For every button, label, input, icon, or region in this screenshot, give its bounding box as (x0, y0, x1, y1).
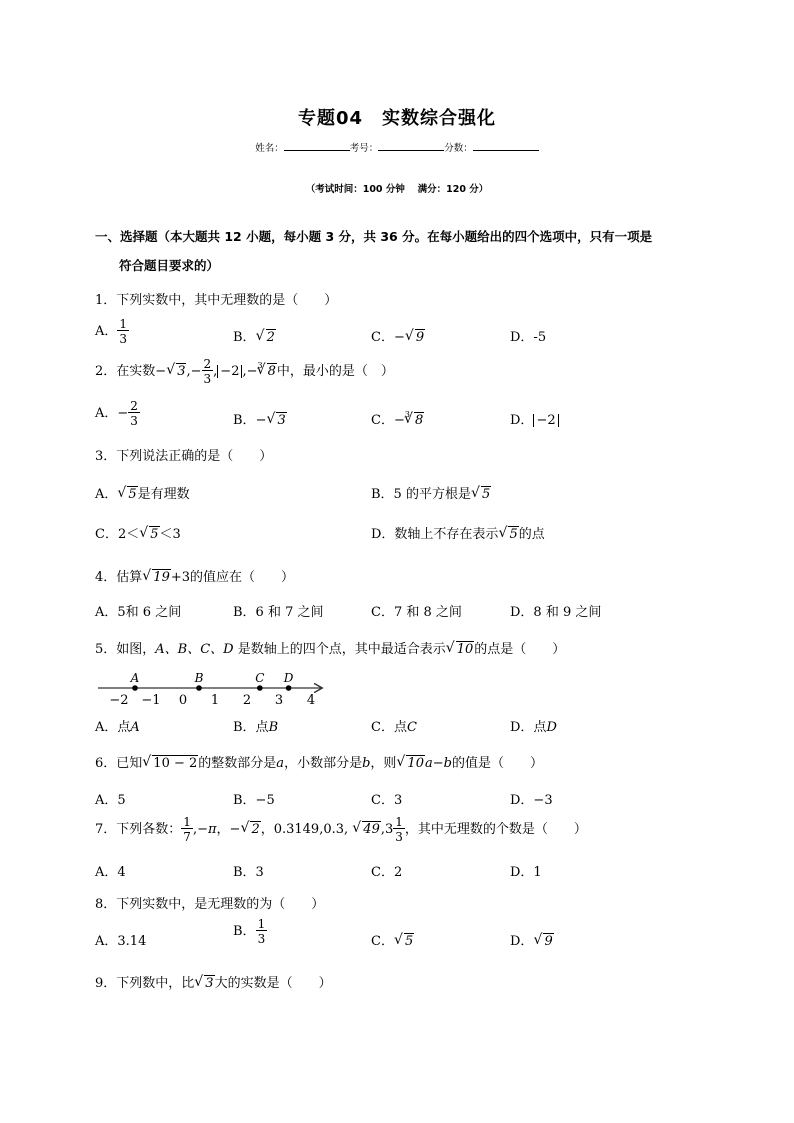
option-label: A． (95, 487, 118, 502)
fraction: $\frac{1}{7}$ (183, 815, 191, 844)
question-4: 4．估算√ 19+3的值应在（ ） (95, 566, 294, 585)
q8-option-b[interactable] (233, 918, 267, 945)
q2-option-a[interactable]: A．− $\frac{2}{3}$ (95, 399, 138, 428)
sqrt: √ 5 (395, 934, 414, 949)
exam-info: （考试时间：100 分钟 满分：120 分） (305, 184, 489, 195)
q3-option-d[interactable] (371, 523, 545, 542)
question-1 (95, 289, 337, 308)
question-stem: ，则 (370, 756, 397, 771)
option-label: A．点 (95, 720, 131, 735)
point-names: A、B、C、D (155, 642, 234, 657)
sqrt: √ 3 (195, 976, 214, 991)
q1-option-c[interactable]: C．−√ 9 (371, 326, 425, 345)
question-number: 8． (95, 897, 117, 912)
question-stem: 的值是（ ） (451, 756, 543, 771)
number-line-tick-label: −2 (109, 693, 129, 708)
option-value: A (130, 720, 140, 735)
option-text: 的点 (518, 527, 545, 542)
section-heading-line1: 一、选择题（本大题共 12 小题，每小题 3 分，共 36 分。在每小题给出的四个选项中，只有一项是 (95, 229, 653, 244)
sqrt: √ 5 (472, 487, 491, 502)
score-blank[interactable] (473, 141, 539, 151)
cube-root: √ 8 (405, 413, 424, 428)
sqrt: √ 9 (534, 934, 553, 949)
question-stem: ， (216, 822, 230, 837)
fraction: $\frac{2}{3}$ (130, 399, 138, 428)
question-7: 7．下列各数： $\frac{1}{7}$ ,−π，−√ 2，0.3149,0.3, √ 49,3 $\frac{1}{3}$ ，其中无理数的个数是（ ） (95, 816, 587, 843)
score-label: 分数： (444, 143, 473, 154)
q3-option-b[interactable] (371, 483, 491, 502)
sqrt: √ 9 (406, 330, 425, 345)
number-line-tick-label: 3 (274, 693, 284, 708)
q6-option-c[interactable]: C．3 (371, 793, 403, 808)
sqrt: √ 5 (140, 527, 159, 542)
student-info-line (0, 140, 794, 154)
option-text: 是有理数 (137, 487, 190, 502)
number-line-tick-label: 2 (242, 693, 252, 708)
number-line-point-label: A (130, 672, 140, 685)
number-line-tick-label: 0 (178, 693, 188, 708)
question-stem: 下列各数： (116, 822, 182, 837)
name-blank[interactable] (284, 141, 350, 151)
question-number: 6． (95, 756, 117, 771)
q1-option-a[interactable] (95, 318, 129, 345)
q6-option-a[interactable]: A．5 (95, 793, 126, 808)
q7-option-c[interactable]: C．2 (371, 865, 403, 880)
option-label: C．点 (371, 720, 407, 735)
option-label: B． (233, 924, 256, 939)
option-label: C．2＜ (95, 527, 140, 542)
q3-option-c[interactable] (95, 523, 181, 542)
q8-option-d[interactable] (510, 930, 554, 949)
question-number: 7． (95, 822, 117, 837)
exam-no-blank[interactable] (378, 141, 444, 151)
number-line-point-label: C (255, 672, 265, 685)
question-2: 2．在实数−√ 3,− $\frac{2}{3}$ , −2 ,−$^3$√ 8中，最小的是（ ） (95, 358, 394, 385)
q6-option-d[interactable]: D．−3 (510, 793, 553, 808)
name-label: 姓名： (255, 143, 284, 154)
fraction: $\frac{1}{3}$ (257, 917, 266, 946)
question-8 (95, 893, 324, 912)
sqrt: √ 2 (241, 822, 260, 837)
number-line-point (132, 685, 138, 691)
option-label: C． (371, 330, 394, 345)
option-label: A． (95, 406, 118, 421)
question-3 (95, 445, 272, 464)
sqrt: √ 5 (499, 527, 518, 542)
q8-option-c[interactable] (371, 930, 414, 949)
option-label: B．点 (233, 720, 269, 735)
absolute-value: −2 (533, 414, 558, 427)
q2-option-d[interactable] (510, 409, 559, 428)
question-number: 1． (95, 293, 117, 308)
question-stem: 下列说法正确的是（ ） (116, 449, 273, 464)
page-title: 专题04 实数综合强化 (297, 108, 497, 129)
question-stem: ，0.3149,0.3, (260, 822, 349, 837)
question-stem: 在实数 (116, 364, 156, 379)
question-stem: ，小数部分是 (284, 756, 363, 771)
cube-root: √ 8 (258, 364, 277, 379)
question-stem: 是数轴上的四个点，其中最适合表示 (233, 642, 446, 657)
number-line (95, 672, 335, 708)
fraction: $\frac{1}{3}$ (395, 815, 403, 844)
section-heading-line2: 符合题目要求的） (119, 258, 220, 273)
sqrt: √ 10 (447, 642, 475, 657)
q3-option-a[interactable] (95, 483, 190, 502)
question-stem: 估算 (116, 570, 143, 585)
sqrt: √ 10 (397, 756, 425, 771)
option-value: D (546, 720, 557, 735)
number-line-point (257, 685, 263, 691)
option-label: C． (371, 413, 394, 428)
number-line-point (196, 685, 202, 691)
question-number: 2． (95, 364, 117, 379)
q1-option-d[interactable] (510, 326, 546, 345)
option-label: B． (233, 413, 256, 428)
option-value: B (268, 720, 279, 735)
option-label: D．点 (510, 720, 547, 735)
q8-option-a[interactable]: A．3.14 (95, 934, 147, 949)
question-stem: 如图， (116, 642, 156, 657)
option-value: C (406, 720, 417, 735)
q4-option-a[interactable]: A．5和 6 之间 (95, 605, 182, 620)
sqrt: √ 5 (118, 487, 137, 502)
sqrt: √ 19 (143, 570, 171, 585)
sqrt: √ 2 (257, 330, 276, 345)
fraction: $\frac{1}{3}$ (119, 317, 128, 346)
absolute-value: −2 (217, 365, 242, 378)
q4-option-d[interactable]: D．8 和 9 之间 (510, 605, 602, 620)
sqrt: √ 10 − 2 (143, 756, 198, 771)
option-label: A． (95, 324, 118, 339)
exam-no-label: 考号： (349, 143, 379, 154)
question-9 (95, 972, 332, 991)
number-line-tick-label: 1 (210, 693, 220, 708)
question-stem: 下列实数中，其中无理数的是（ ） (116, 293, 338, 308)
question-number: 5． (95, 642, 117, 657)
question-stem: 下列数中，比 (116, 976, 195, 991)
q4-option-c[interactable]: C．7 和 8 之间 (371, 605, 462, 620)
sqrt: √ 49 (353, 822, 381, 837)
number-line-point (286, 685, 292, 691)
q7-option-a[interactable]: A．4 (95, 865, 126, 880)
question-stem: 已知 (116, 756, 143, 771)
q5-option-c[interactable] (371, 716, 417, 735)
option-label: B． (233, 330, 256, 345)
q5-option-d[interactable] (510, 716, 557, 735)
question-stem: 的整数部分是 (198, 756, 277, 771)
fraction: $\frac{2}{3}$ (203, 357, 212, 386)
option-label: D． (510, 934, 534, 949)
number-line-tick-label: 4 (306, 693, 316, 708)
option-label: D．数轴上不存在表示 (371, 527, 499, 542)
q4-option-b[interactable]: B．6 和 7 之间 (233, 605, 324, 620)
question-6: 6．已知√ 10 − 2的整数部分是a，小数部分是b，则√ 10a−b的值是（ ） (95, 752, 543, 771)
question-number: 4． (95, 570, 117, 585)
q2-option-c[interactable]: C．−$^3$√ 8 (371, 409, 424, 428)
question-stem: 的点是（ ） (474, 642, 566, 657)
q5-option-a[interactable] (95, 716, 140, 735)
question-stem: 中，最小的是（ ） (276, 364, 394, 379)
question-stem: 大的实数是（ ） (214, 976, 332, 991)
sqrt: √ 3 (167, 364, 186, 379)
number-line-point-label: B (194, 672, 204, 685)
option-label: C． (371, 934, 394, 949)
option-label: B．5 的平方根是 (371, 487, 471, 502)
question-number: 3． (95, 449, 117, 464)
sqrt: √ 3 (267, 413, 286, 428)
question-stem: ，其中无理数的个数是（ ） (404, 822, 587, 837)
number-line-tick-label: −1 (141, 693, 161, 708)
question-stem: 下列实数中，是无理数的为（ ） (116, 897, 325, 912)
q6-option-b[interactable]: B．−5 (233, 793, 275, 808)
q5-option-b[interactable] (233, 716, 278, 735)
option-label: D．-5 (510, 330, 547, 345)
question-stem: 的值应在（ ） (190, 570, 295, 585)
q1-option-b[interactable] (233, 326, 276, 345)
q2-option-b[interactable]: B．−√ 3 (233, 409, 287, 428)
number-line-point-label: D (283, 672, 294, 685)
q7-option-d[interactable]: D．1 (510, 865, 542, 880)
question-5 (95, 638, 565, 657)
option-text: ＜3 (159, 527, 181, 542)
section-heading (95, 222, 715, 280)
question-number: 9． (95, 976, 117, 991)
option-label: D． (510, 413, 534, 428)
q7-option-b[interactable]: B．3 (233, 865, 264, 880)
